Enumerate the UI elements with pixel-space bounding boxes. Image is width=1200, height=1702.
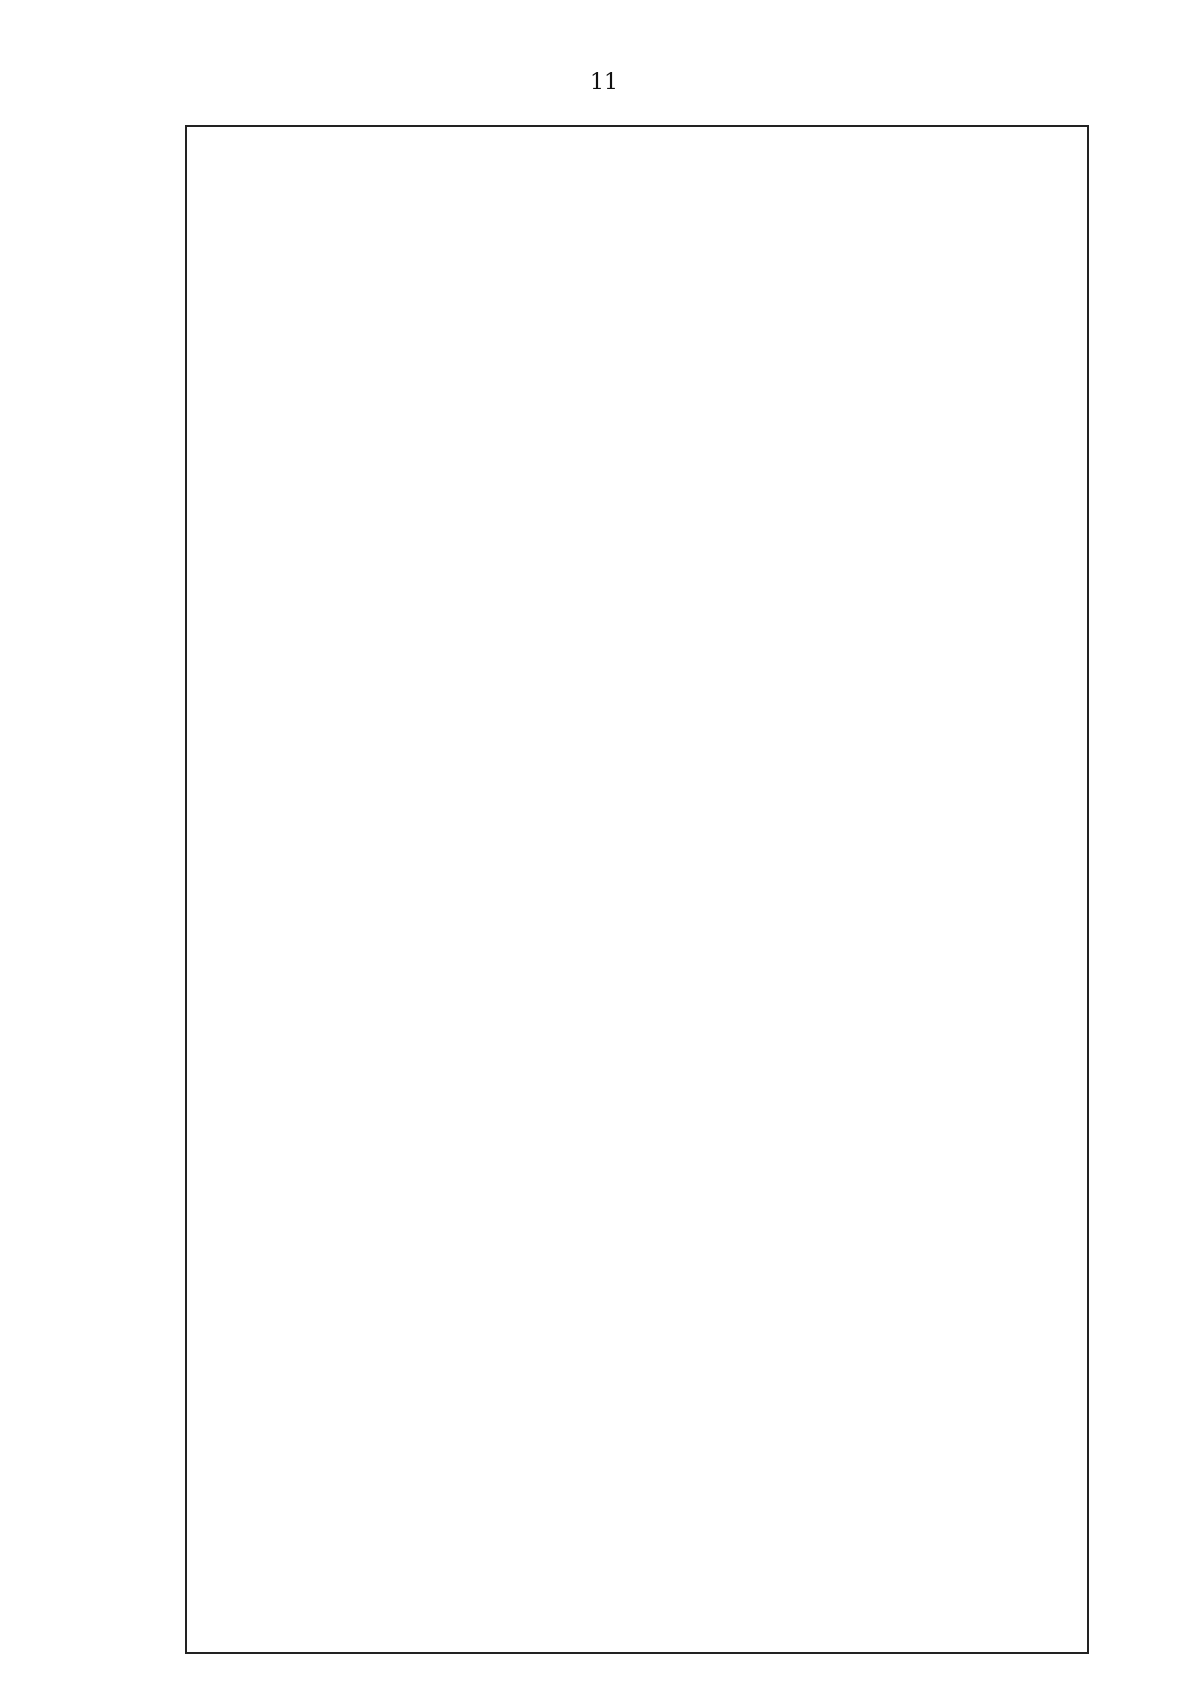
rotated-table-container bbox=[187, 127, 1087, 1652]
table-frame bbox=[185, 125, 1089, 1654]
page-number: 11 bbox=[590, 70, 618, 95]
